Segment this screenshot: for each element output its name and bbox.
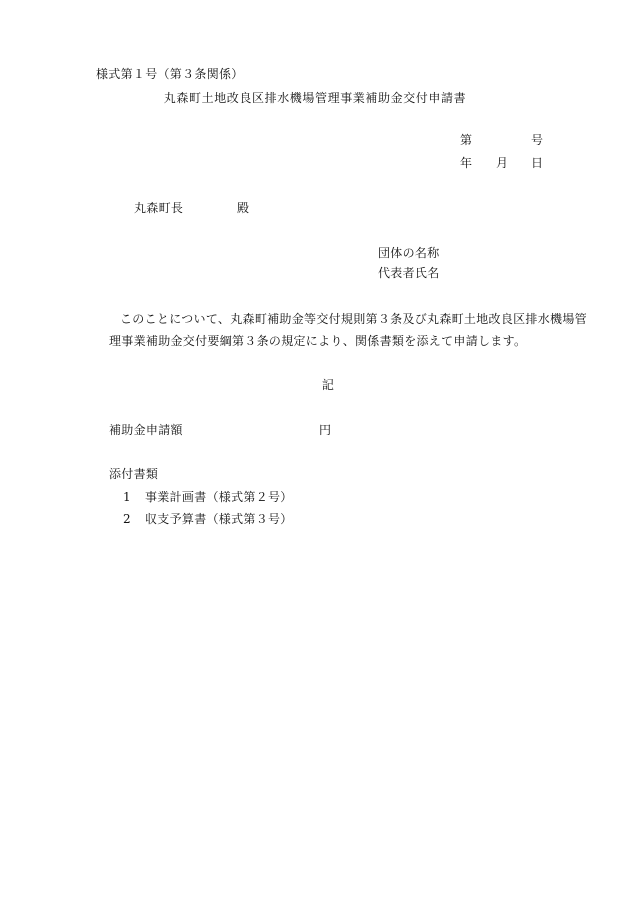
date-day-label: 日 — [531, 156, 544, 170]
subsidy-amount-unit: 円 — [319, 423, 332, 437]
attachment-item-number: 2 — [123, 512, 131, 526]
attachments-title: 添付書類 — [109, 467, 159, 481]
subsidy-amount-label: 補助金申請額 — [109, 423, 183, 437]
date-month-label: 月 — [496, 156, 509, 170]
document-number-dai: 第 — [460, 133, 473, 147]
document-title: 丸森町土地改良区排水機場管理事業補助金交付申請書 — [163, 91, 467, 105]
body-text-line-2: 理事業補助金交付要綱第３条の規定により、関係書類を添えて申請します。 — [109, 334, 527, 348]
form-number: 様式第１号（第３条関係） — [96, 67, 244, 81]
organization-name-label: 団体の名称 — [378, 246, 440, 260]
attachment-item-text: 収支予算書（様式第３号） — [145, 512, 293, 526]
representative-name-label: 代表者氏名 — [378, 266, 440, 280]
document-number-go: 号 — [531, 133, 544, 147]
addressee-name: 丸森町長 — [134, 201, 184, 215]
attachment-item-text: 事業計画書（様式第２号） — [145, 490, 293, 504]
body-text-line-1: このことについて、丸森町補助金等交付規則第３条及び丸森町土地改良区排水機場管 — [120, 312, 587, 326]
addressee-honorific: 殿 — [237, 201, 250, 215]
attachment-item-number: 1 — [123, 490, 131, 504]
date-year-label: 年 — [460, 156, 473, 170]
ki-heading: 記 — [321, 378, 335, 392]
